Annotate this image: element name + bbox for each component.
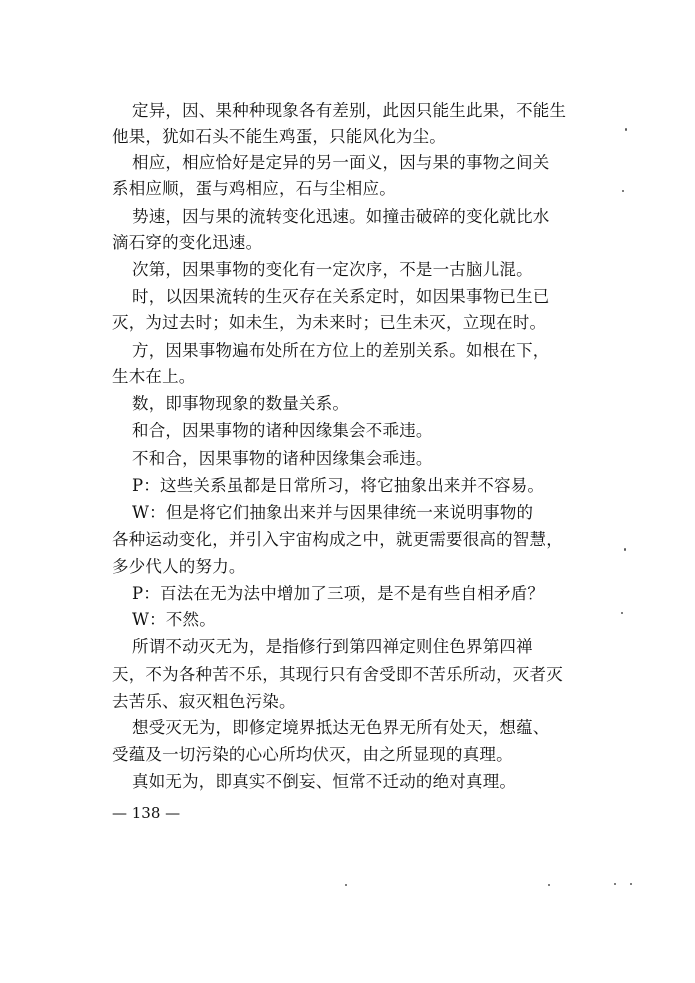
text-line: 势速，因与果的流转变化迅速。如撞击破碎的变化就比水 xyxy=(132,207,550,226)
text-line: 次第，因果事物的变化有一定次序，不是一古脑儿混。 xyxy=(132,260,533,279)
scan-speck xyxy=(630,883,632,885)
text-line: 各种运动变化，并引入宇宙构成之中，就更需要很高的智慧， xyxy=(112,530,563,549)
page-number: — 138 — xyxy=(112,804,181,822)
text-line: 相应，相应恰好是定异的另一面义，因与果的事物之间关 xyxy=(132,153,550,172)
text-line: 他果，犹如石头不能生鸡蛋，只能风化为尘。 xyxy=(112,127,446,146)
text-line: 滴石穿的变化迅速。 xyxy=(112,233,263,252)
scan-speck xyxy=(621,612,623,614)
text-line: 和合，因果事物的诸种因缘集会不乖违。 xyxy=(132,421,433,440)
scan-speck xyxy=(625,128,627,131)
text-line: 多少代人的努力。 xyxy=(112,557,246,576)
text-line: 灭，为过去时；如未生，为未来时；已生未灭，立现在时。 xyxy=(112,313,547,332)
text-line: 方，因果事物遍布处所在方位上的差别关系。如根在下， xyxy=(132,341,550,360)
text-line: P：这些关系虽都是日常所习，将它抽象出来并不容易。 xyxy=(132,476,545,495)
scan-speck xyxy=(624,548,626,551)
text-line: 定异，因、果种种现象各有差别，此因只能生此果，不能生 xyxy=(132,101,567,120)
text-line: 想受灭无为，即修定境界抵达无色界无所有处天，想蕴、 xyxy=(132,718,550,737)
text-line: 数，即事物现象的数量关系。 xyxy=(132,394,350,413)
text-line: 真如无为，即真实不倒妄、恒常不迁动的绝对真理。 xyxy=(132,772,517,791)
scan-speck xyxy=(622,190,624,192)
scan-speck xyxy=(548,884,550,886)
text-line: 所谓不动灭无为，是指修行到第四禅定则住色界第四禅 xyxy=(132,637,533,656)
text-line: 时，以因果流转的生灭存在关系定时，如因果事物已生已 xyxy=(132,287,550,306)
text-line: W：不然。 xyxy=(132,610,216,629)
text-line: 生木在上。 xyxy=(112,367,196,386)
scan-speck xyxy=(345,884,347,886)
scan-speck xyxy=(614,883,616,885)
text-line: 受蕴及一切污染的心心所均伏灭，由之所显现的真理。 xyxy=(112,745,513,764)
text-line: 系相应顺，蛋与鸡相应，石与尘相应。 xyxy=(112,179,396,198)
text-line: P：百法在无为法中增加了三项，是不是有些自相矛盾？ xyxy=(132,584,545,603)
text-line: 不和合，因果事物的诸种因缘集会乖违。 xyxy=(132,449,433,468)
text-line: 去苦乐、寂灭粗色污染。 xyxy=(112,692,296,711)
text-line: W：但是将它们抽象出来并与因果律统一来说明事物的 xyxy=(132,503,534,522)
text-line: 天，不为各种苦不乐，其现行只有舍受即不苦乐所动，灭者灭 xyxy=(112,665,563,684)
